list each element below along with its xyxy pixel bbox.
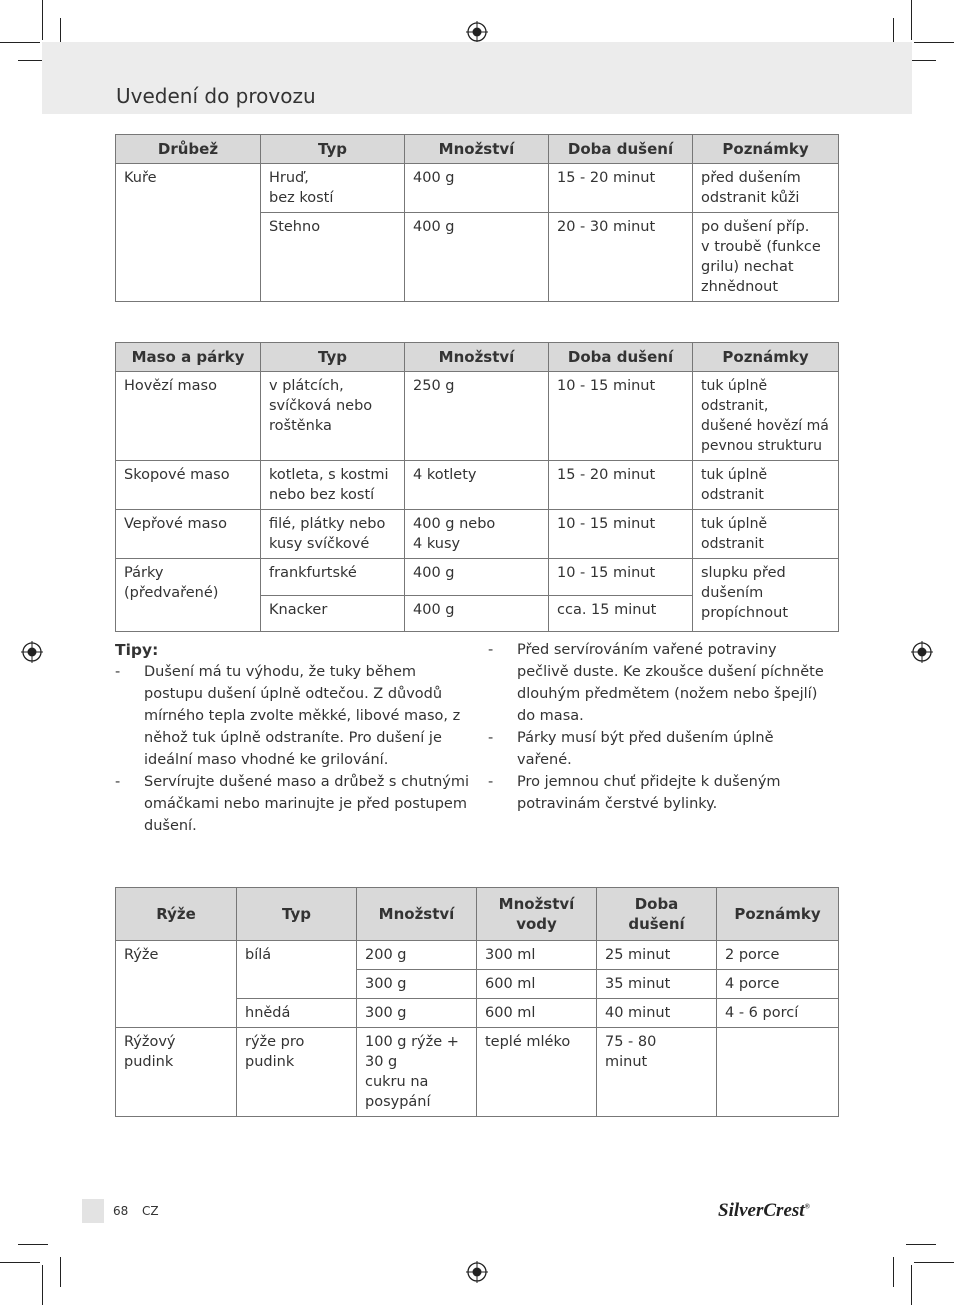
tips-right — [488, 639, 828, 815]
voda-cell: 600 ml — [477, 999, 597, 1028]
tips-left — [115, 639, 470, 837]
poznamky-cell: po dušení příp. v troubě (funkce grilu) nechat zhnědnout — [693, 213, 839, 302]
mnozstvi-cell: 400 g — [405, 213, 549, 302]
column-header: Maso a párky — [116, 343, 261, 372]
category-cell: Rýže — [116, 941, 237, 1028]
mnozstvi-cell: 300 g — [357, 999, 477, 1028]
crop-mark — [893, 1257, 894, 1287]
column-header: Množství vody — [477, 888, 597, 941]
language-code: CZ — [142, 1204, 159, 1218]
poznamky-cell: 4 - 6 porcí — [717, 999, 839, 1028]
mnozstvi-cell: 400 g — [405, 164, 549, 213]
typ-cell: Stehno — [261, 213, 405, 302]
doba-cell: 75 - 80 minut — [597, 1028, 717, 1117]
table-row — [116, 1028, 839, 1117]
crop-mark — [911, 1265, 912, 1305]
crop-mark — [42, 0, 43, 40]
doba-cell: cca. 15 minut — [549, 596, 693, 632]
voda-cell: teplé mléko — [477, 1028, 597, 1117]
column-header: Doba dušení — [549, 343, 693, 372]
page-tab-marker — [82, 1199, 104, 1223]
column-header: Doba dušení — [549, 135, 693, 164]
doba-cell: 10 - 15 minut — [549, 372, 693, 461]
crop-mark — [914, 42, 954, 43]
poznamky-cell: tuk úplně odstranit — [693, 461, 839, 510]
crop-mark — [18, 1244, 48, 1245]
poznamky-cell: 4 porce — [717, 970, 839, 999]
column-header: Doba dušení — [597, 888, 717, 941]
typ-cell: kotleta, s kostmi nebo bez kostí — [261, 461, 405, 510]
column-header: Rýže — [116, 888, 237, 941]
typ-cell: Knacker — [261, 596, 405, 632]
tip-item: - Servírujte dušené maso a drůbež s chutnými omáčkami nebo marinujte je před postupem dušení. — [115, 771, 470, 837]
name-cell: Hovězí maso — [116, 372, 261, 461]
mnozstvi-cell: 250 g — [405, 372, 549, 461]
poznamky-cell: slupku před dušením propíchnout — [693, 559, 839, 632]
doba-cell: 20 - 30 minut — [549, 213, 693, 302]
doba-cell: 40 minut — [597, 999, 717, 1028]
table-row — [116, 164, 839, 213]
poultry-table — [115, 134, 839, 302]
column-header: Drůbež — [116, 135, 261, 164]
column-header: Typ — [261, 343, 405, 372]
tips-title: Tipy: — [115, 641, 159, 659]
registration-mark-icon — [466, 21, 488, 43]
typ-cell: v plátcích, svíčková nebo roštěnka — [261, 372, 405, 461]
table-row — [116, 372, 839, 461]
table-row — [116, 559, 839, 596]
table-header-row — [116, 343, 839, 372]
name-cell: Párky (předvařené) — [116, 559, 261, 632]
voda-cell: 600 ml — [477, 970, 597, 999]
registration-mark-icon — [466, 1261, 488, 1283]
registration-mark-icon — [911, 641, 933, 663]
voda-cell: 300 ml — [477, 941, 597, 970]
column-header: Množství — [405, 343, 549, 372]
poznamky-cell: před dušením odstranit kůži — [693, 164, 839, 213]
doba-cell: 15 - 20 minut — [549, 461, 693, 510]
meat-table — [115, 342, 839, 632]
mnozstvi-cell: 200 g — [357, 941, 477, 970]
table-header-row — [116, 888, 839, 941]
mnozstvi-cell: 4 kotlety — [405, 461, 549, 510]
rice-table — [115, 887, 839, 1117]
brand-name: SilverCrest — [718, 1200, 805, 1221]
registration-mark-icon — [21, 641, 43, 663]
tip-item: - Před servírováním vařené potraviny pečlivě duste. Ke zkoušce dušení píchněte dlouhým předmětem (nožem nebo špejlí) do masa. — [488, 639, 828, 727]
poznamky-cell — [717, 1028, 839, 1117]
mnozstvi-cell: 400 g — [405, 559, 549, 596]
doba-cell: 15 - 20 minut — [549, 164, 693, 213]
crop-mark — [914, 1262, 954, 1263]
tip-item: - Párky musí být před dušením úplně vařené. — [488, 727, 828, 771]
name-cell: Vepřové maso — [116, 510, 261, 559]
typ-cell: bílá — [237, 941, 357, 999]
mnozstvi-cell: 100 g rýže + 30 g cukru na posypání — [357, 1028, 477, 1117]
doba-cell: 10 - 15 minut — [549, 559, 693, 596]
table-row — [116, 941, 839, 970]
column-header: Typ — [261, 135, 405, 164]
doba-cell: 10 - 15 minut — [549, 510, 693, 559]
poznamky-cell: 2 porce — [717, 941, 839, 970]
table-row — [116, 510, 839, 559]
typ-cell: filé, plátky nebo kusy svíčkové — [261, 510, 405, 559]
column-header: Typ — [237, 888, 357, 941]
poznamky-cell: tuk úplně odstranit — [693, 510, 839, 559]
typ-cell: hnědá — [237, 999, 357, 1028]
table-row — [116, 461, 839, 510]
crop-mark — [0, 1262, 40, 1263]
page-title: Uvedení do provozu — [116, 84, 316, 108]
crop-mark — [906, 1244, 936, 1245]
doba-cell: 35 minut — [597, 970, 717, 999]
column-header: Množství — [357, 888, 477, 941]
name-cell: Skopové maso — [116, 461, 261, 510]
mnozstvi-cell: 400 g — [405, 596, 549, 632]
tip-item: - Pro jemnou chuť přidejte k dušeným potravinám čerstvé bylinky. — [488, 771, 828, 815]
crop-mark — [60, 1257, 61, 1287]
typ-cell: Hruď, bez kostí — [261, 164, 405, 213]
crop-mark — [0, 42, 40, 43]
column-header: Množství — [405, 135, 549, 164]
poznamky-cell: tuk úplně odstranit, dušené hovězí má pevnou strukturu — [693, 372, 839, 461]
column-header: Poznámky — [717, 888, 839, 941]
typ-cell: rýže pro pudink — [237, 1028, 357, 1117]
column-header: Poznámky — [693, 135, 839, 164]
tip-item: - Dušení má tu výhodu, že tuky během postupu dušení úplně odtečou. Z důvodů mírného tepla zvolte měkké, libové maso, z něhož tuk úplně odstraníte. Pro dušení je ideální maso vhodné ke grilování. — [115, 661, 470, 771]
crop-mark — [911, 0, 912, 40]
mnozstvi-cell: 300 g — [357, 970, 477, 999]
brand-logo: SilverCrest® — [718, 1200, 810, 1221]
category-cell: Kuře — [116, 164, 261, 302]
table-header-row — [116, 135, 839, 164]
category-cell: Rýžový pudink — [116, 1028, 237, 1117]
mnozstvi-cell: 400 g nebo 4 kusy — [405, 510, 549, 559]
doba-cell: 25 minut — [597, 941, 717, 970]
page-number: 68 — [113, 1204, 129, 1218]
typ-cell: frankfurtské — [261, 559, 405, 596]
column-header: Poznámky — [693, 343, 839, 372]
crop-mark — [42, 1265, 43, 1305]
